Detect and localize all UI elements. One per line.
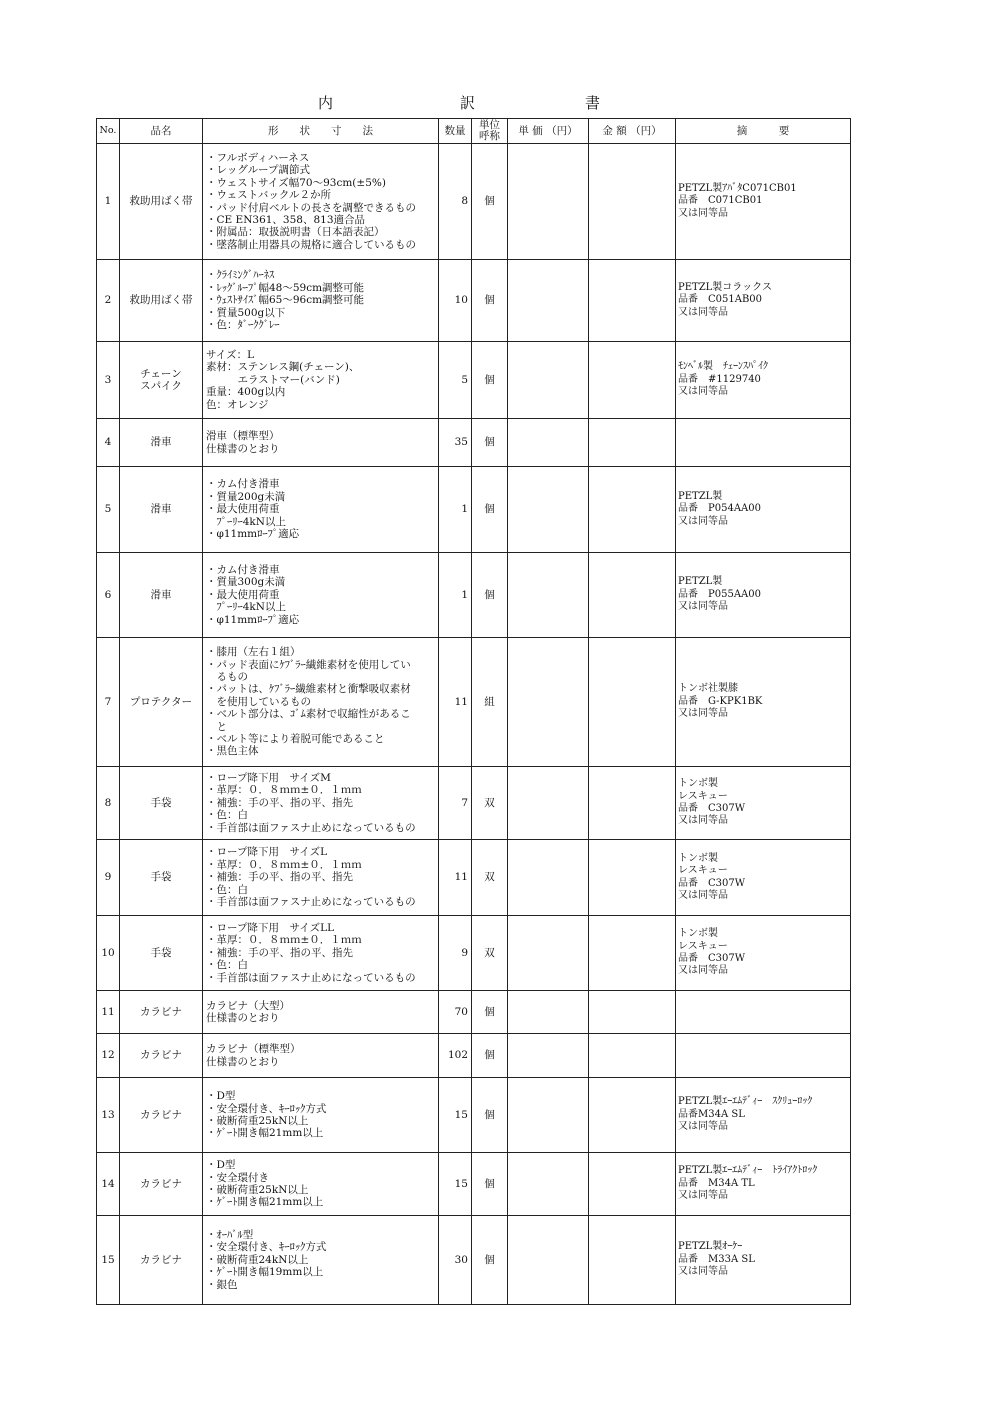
- cell-unit-price: [508, 419, 589, 467]
- cell-no: 7: [97, 638, 120, 767]
- cell-line: ・φ11mmﾛｰﾌﾟ適応: [206, 528, 300, 541]
- cell-line: カラビナ: [140, 1049, 182, 1062]
- cell-item-name: [120, 467, 203, 553]
- cell-line: ・色：ﾀﾞｰｸｸﾞﾚｰ: [206, 319, 280, 332]
- cell-line: ・補強：手の平、指の平、指先: [206, 946, 353, 959]
- header-unit-bottom: 呼称: [479, 130, 500, 142]
- cell-line: レスキュー: [678, 865, 728, 877]
- cell-line: ﾓﾝﾍﾞﾙ製 ﾁｪｰﾝｽﾊﾟｲｸ: [678, 361, 768, 373]
- cell-line: 又は同等品: [678, 515, 728, 527]
- cell-amount: [589, 467, 676, 553]
- cell-line: PETZL製コラックス: [678, 281, 772, 293]
- cell-remarks: [676, 144, 851, 260]
- cell-line: ・ウェストサイズ幅70～93cm(±5%): [206, 176, 386, 189]
- cell-line: カラビナ: [140, 1253, 182, 1266]
- cell-line: ・パッド付肩ベルトの長さを調整できるもの: [206, 201, 416, 214]
- cell-spec: [203, 419, 439, 467]
- cell-remarks: [676, 553, 851, 638]
- cell-line: 滑車（標準型）: [206, 430, 280, 443]
- cell-line: ・最大使用荷重: [206, 503, 280, 516]
- cell-no: 4: [97, 419, 120, 467]
- cell-amount: [589, 342, 676, 419]
- table-row: [97, 144, 851, 260]
- cell-line: 品番 G-KPK1BK: [678, 695, 763, 707]
- cell-unit: 双: [472, 767, 508, 840]
- header-unit-price: 単 価 （円）: [508, 119, 589, 144]
- title-char-3: 書: [585, 94, 601, 112]
- cell-unit: 組: [472, 638, 508, 767]
- cell-unit-price: [508, 1216, 589, 1305]
- header-remarks: 摘 要: [676, 119, 851, 144]
- cell-line: チェーン: [140, 367, 182, 380]
- cell-line: 仕様書のとおり: [206, 1055, 280, 1068]
- cell-spec: [203, 1078, 439, 1153]
- table-header-row: [97, 119, 851, 144]
- cell-line: ・破断荷重24kN以上: [206, 1253, 309, 1266]
- cell-line: 又は同等品: [678, 1121, 728, 1133]
- cell-unit: 個: [472, 467, 508, 553]
- cell-line: ・最大使用荷重: [206, 588, 280, 601]
- document-title: [0, 92, 1000, 114]
- cell-line: ・手首部は面ファスナ止めになっているもの: [206, 896, 416, 909]
- header-unit-top: 単位: [479, 119, 500, 131]
- table-row: [97, 1078, 851, 1153]
- cell-no: 3: [97, 342, 120, 419]
- cell-no: 13: [97, 1078, 120, 1153]
- cell-spec: [203, 467, 439, 553]
- cell-line: ・カム付き滑車: [206, 478, 280, 491]
- table-row: [97, 553, 851, 638]
- cell-line: ・ベルト等により着脱可能であること: [206, 733, 385, 746]
- cell-item-name: [120, 260, 203, 342]
- cell-line: ・フルボディハーネス: [206, 151, 310, 164]
- cell-line: 品番 P055AA00: [678, 588, 761, 600]
- cell-line: 手袋: [150, 946, 172, 959]
- cell-unit-price: [508, 840, 589, 916]
- title-char-1: 内: [318, 94, 334, 112]
- cell-unit: 個: [472, 1153, 508, 1216]
- cell-line: ・カム付き滑車: [206, 563, 280, 576]
- cell-spec: [203, 916, 439, 991]
- cell-spec: [203, 553, 439, 638]
- cell-line: 仕様書のとおり: [206, 442, 280, 455]
- cell-line: ・ｹﾞｰﾄ開き幅21mm以上: [206, 1196, 324, 1209]
- cell-qty: 1: [439, 467, 472, 553]
- header-unit: [472, 119, 508, 144]
- cell-unit-price: [508, 260, 589, 342]
- cell-item-name: [120, 1034, 203, 1078]
- table-row: [97, 419, 851, 467]
- cell-no: 15: [97, 1216, 120, 1305]
- cell-no: 5: [97, 467, 120, 553]
- cell-line: カラビナ（大型）: [206, 999, 290, 1012]
- cell-line: ・破断荷重25kN以上: [206, 1115, 309, 1127]
- cell-line: 品番 #1129740: [678, 373, 761, 385]
- cell-spec: [203, 260, 439, 342]
- cell-line: スパイク: [140, 380, 182, 392]
- cell-unit: 個: [472, 1034, 508, 1078]
- cell-line: ・ｸﾗｲﾐﾝｸﾞﾊｰﾈｽ: [206, 269, 275, 282]
- header-name: 品名: [120, 119, 203, 144]
- table-row: [97, 767, 851, 840]
- cell-unit-price: [508, 1153, 589, 1216]
- cell-line: カラビナ: [140, 1005, 182, 1018]
- cell-unit: 個: [472, 419, 508, 467]
- cell-unit: 個: [472, 1078, 508, 1153]
- cell-line: ・銀色: [206, 1278, 238, 1291]
- cell-line: ・ｹﾞｰﾄ開き幅19mm以上: [206, 1266, 324, 1279]
- cell-unit-price: [508, 767, 589, 840]
- cell-unit-price: [508, 1034, 589, 1078]
- cell-item-name: [120, 1153, 203, 1216]
- cell-spec: [203, 144, 439, 260]
- cell-qty: 9: [439, 916, 472, 991]
- cell-spec: [203, 342, 439, 419]
- cell-line: PETZL製: [678, 490, 723, 502]
- cell-remarks: [676, 638, 851, 767]
- cell-line: ・安全環付き、ｷｰﾛｯｸ方式: [206, 1102, 327, 1115]
- cell-amount: [589, 638, 676, 767]
- cell-remarks: [676, 767, 851, 840]
- cell-qty: 5: [439, 342, 472, 419]
- cell-remarks: [676, 840, 851, 916]
- cell-amount: [589, 1216, 676, 1305]
- cell-line: 品番 M33A SL: [678, 1253, 755, 1265]
- cell-remarks: [676, 467, 851, 553]
- cell-spec: [203, 1216, 439, 1305]
- cell-qty: 30: [439, 1216, 472, 1305]
- cell-line: トンボ製: [678, 928, 718, 940]
- cell-line: ・墜落制止用器具の規格に適合しているもの: [206, 238, 416, 251]
- cell-line: ・革厚：０．８ｍｍ±０．１ｍｍ: [206, 858, 362, 871]
- table-row: [97, 1153, 851, 1216]
- cell-spec: [203, 1153, 439, 1216]
- cell-line: プロテクター: [129, 695, 193, 708]
- cell-unit-price: [508, 916, 589, 991]
- cell-line: レスキュー: [678, 940, 728, 952]
- cell-line: ・D型: [206, 1090, 236, 1103]
- cell-line: レスキュー: [678, 790, 728, 802]
- cell-no: 9: [97, 840, 120, 916]
- cell-qty: 7: [439, 767, 472, 840]
- cell-no: 8: [97, 767, 120, 840]
- cell-line: PETZL製ｵｰｹｰ: [678, 1241, 743, 1253]
- cell-line: ・レッグループ調節式: [206, 164, 311, 177]
- cell-unit: 個: [472, 144, 508, 260]
- cell-amount: [589, 553, 676, 638]
- table-row: [97, 916, 851, 991]
- cell-line: 素材：ステンレス鋼(チェーン)、: [206, 361, 360, 374]
- cell-line: ・ｹﾞｰﾄ開き幅21mm以上: [206, 1127, 324, 1140]
- table-row: [97, 467, 851, 553]
- cell-item-name: [120, 991, 203, 1034]
- cell-item-name: [120, 1078, 203, 1153]
- cell-amount: [589, 260, 676, 342]
- cell-no: 6: [97, 553, 120, 638]
- cell-line: ・色：白: [206, 809, 248, 822]
- cell-no: 2: [97, 260, 120, 342]
- cell-line: と: [206, 720, 227, 733]
- cell-qty: 11: [439, 840, 472, 916]
- cell-no: 14: [97, 1153, 120, 1216]
- cell-line: 又は同等品: [678, 965, 728, 977]
- cell-line: ・革厚：０．８ｍｍ±０．１ｍｍ: [206, 784, 362, 797]
- cell-line: トンボ製: [678, 852, 718, 864]
- cell-no: 12: [97, 1034, 120, 1078]
- cell-no: 1: [97, 144, 120, 260]
- cell-line: PETZL製: [678, 576, 723, 588]
- cell-line: ・ウェストバックル２か所: [206, 189, 332, 202]
- cell-qty: 1: [439, 553, 472, 638]
- cell-line: るもの: [206, 670, 248, 683]
- cell-unit: 個: [472, 260, 508, 342]
- cell-line: 又は同等品: [678, 207, 728, 219]
- cell-line: ・ｵｰﾊﾞﾙ型: [206, 1228, 254, 1241]
- header-spec: 形 状 寸 法: [203, 119, 439, 144]
- cell-line: 滑車: [150, 436, 172, 449]
- cell-amount: [589, 144, 676, 260]
- cell-item-name: [120, 342, 203, 419]
- cell-line: ・D型: [206, 1159, 236, 1172]
- cell-remarks: [676, 342, 851, 419]
- cell-unit: 個: [472, 991, 508, 1034]
- cell-line: ・手首部は面ファスナ止めになっているもの: [206, 971, 416, 984]
- cell-line: ・ﾚｯｸﾞﾙｰﾌﾟ幅48～59cm調整可能: [206, 281, 365, 294]
- cell-spec: [203, 991, 439, 1034]
- cell-qty: 10: [439, 260, 472, 342]
- cell-no: 11: [97, 991, 120, 1034]
- cell-line: 又は同等品: [678, 386, 728, 398]
- cell-line: 品番 M34A TL: [678, 1177, 755, 1189]
- cell-line: ・革厚：０．８ｍｍ±０．１ｍｍ: [206, 934, 362, 947]
- cell-line: ・ロープ降下用 サイズLL: [206, 921, 335, 934]
- cell-spec: [203, 1034, 439, 1078]
- cell-unit: 双: [472, 916, 508, 991]
- cell-line: ・質量500g以下: [206, 306, 286, 319]
- cell-line: トンボ製: [678, 778, 718, 790]
- cell-line: ・安全環付き: [206, 1171, 269, 1184]
- cell-line: 又は同等品: [678, 1266, 728, 1278]
- cell-remarks: [676, 1078, 851, 1153]
- cell-line: ・φ11mmﾛｰﾌﾟ適応: [206, 613, 300, 626]
- cell-line: 品番 C307W: [678, 953, 746, 964]
- cell-line: ・ロープ降下用 サイズM: [206, 771, 331, 784]
- cell-line: ・補強：手の平、指の平、指先: [206, 796, 353, 809]
- header-no: No.: [97, 119, 120, 144]
- cell-line: ・補強：手の平、指の平、指先: [206, 871, 353, 884]
- cell-unit-price: [508, 991, 589, 1034]
- cell-remarks: [676, 1153, 851, 1216]
- cell-unit: 個: [472, 342, 508, 419]
- cell-item-name: [120, 1216, 203, 1305]
- cell-line: ・ベルト部分は、ｺﾞﾑ素材で収縮性があるこ: [206, 708, 411, 721]
- cell-line: ・ロープ降下用 サイズL: [206, 846, 328, 859]
- cell-qty: 15: [439, 1078, 472, 1153]
- cell-unit: 個: [472, 553, 508, 638]
- cell-spec: [203, 638, 439, 767]
- cell-item-name: [120, 144, 203, 260]
- cell-line: 品番M34A SL: [678, 1108, 745, 1120]
- table-row: [97, 260, 851, 342]
- cell-line: ﾌﾟｰﾘｰ4kN以上: [206, 601, 286, 614]
- cell-line: を使用しているもの: [206, 695, 311, 708]
- table-row: [97, 991, 851, 1034]
- cell-line: 手袋: [150, 871, 172, 884]
- cell-line: 重量：400g以内: [206, 386, 286, 399]
- cell-qty: 35: [439, 419, 472, 467]
- cell-qty: 15: [439, 1153, 472, 1216]
- cell-line: 品番 C307W: [678, 803, 746, 814]
- cell-line: 救助用ばく帯: [129, 294, 193, 307]
- cell-line: ・パッド表面にｹﾌﾞﾗｰ繊維素材を使用してい: [206, 658, 411, 671]
- cell-line: 品番 P054AA00: [678, 503, 761, 515]
- cell-amount: [589, 991, 676, 1034]
- cell-line: ・手首部は面ファスナ止めになっているもの: [206, 821, 416, 834]
- cell-line: 又は同等品: [678, 708, 728, 720]
- cell-line: 品番 C051AB00: [678, 294, 763, 306]
- cell-unit-price: [508, 144, 589, 260]
- cell-line: カラビナ: [140, 1177, 182, 1190]
- cell-line: 品番 C071CB01: [678, 195, 763, 207]
- cell-unit-price: [508, 467, 589, 553]
- cell-line: ・破断荷重25kN以上: [206, 1184, 309, 1196]
- table-row: [97, 840, 851, 916]
- breakdown-table: [96, 118, 851, 1305]
- cell-line: ・黒色主体: [206, 745, 259, 758]
- cell-amount: [589, 1034, 676, 1078]
- cell-amount: [589, 767, 676, 840]
- header-qty: 数量: [439, 119, 472, 144]
- cell-item-name: [120, 840, 203, 916]
- cell-line: ﾌﾟｰﾘｰ4kN以上: [206, 515, 286, 528]
- cell-line: PETZL製ｴｰｴﾑﾃﾞｨｰ ﾄﾗｲｱｸﾄﾛｯｸ: [678, 1165, 818, 1177]
- cell-line: ・パットは、ｹﾌﾞﾗｰ繊維素材と衝撃吸収素材: [206, 683, 411, 696]
- cell-qty: 70: [439, 991, 472, 1034]
- cell-remarks: [676, 1034, 851, 1078]
- cell-line: 又は同等品: [678, 306, 728, 318]
- cell-unit: 個: [472, 1216, 508, 1305]
- cell-qty: 102: [439, 1034, 472, 1078]
- cell-unit-price: [508, 553, 589, 638]
- cell-line: ・質量200g未満: [206, 490, 286, 503]
- cell-unit-price: [508, 638, 589, 767]
- cell-line: 又は同等品: [678, 815, 728, 827]
- cell-item-name: [120, 638, 203, 767]
- cell-amount: [589, 916, 676, 991]
- cell-qty: 8: [439, 144, 472, 260]
- cell-line: ・色：白: [206, 959, 248, 972]
- cell-qty: 11: [439, 638, 472, 767]
- cell-line: PETZL製ｴｰｴﾑﾃﾞｨｰ ｽｸﾘｭｰﾛｯｸ: [678, 1096, 813, 1108]
- cell-item-name: [120, 553, 203, 638]
- cell-line: ・安全環付き、ｷｰﾛｯｸ方式: [206, 1241, 327, 1254]
- table-row: [97, 638, 851, 767]
- cell-item-name: [120, 767, 203, 840]
- cell-line: 色：オレンジ: [206, 398, 269, 411]
- cell-line: ・膝用（左右１組）: [206, 646, 301, 659]
- cell-spec: [203, 767, 439, 840]
- cell-line: カラビナ（標準型）: [206, 1043, 301, 1056]
- cell-line: ・附属品：取扱説明書（日本語表記）: [206, 226, 385, 239]
- cell-item-name: [120, 419, 203, 467]
- cell-line: 滑車: [150, 503, 172, 516]
- title-char-2: 訳: [460, 94, 476, 112]
- cell-line: 救助用ばく帯: [129, 195, 193, 208]
- cell-remarks: [676, 916, 851, 991]
- cell-unit: 双: [472, 840, 508, 916]
- cell-unit-price: [508, 342, 589, 419]
- cell-line: ・CE EN361、358、813適合品: [206, 213, 366, 226]
- cell-line: 又は同等品: [678, 889, 728, 901]
- table-row: [97, 1216, 851, 1305]
- cell-line: サイズ：L: [206, 348, 255, 361]
- cell-line: カラビナ: [140, 1108, 182, 1121]
- cell-amount: [589, 840, 676, 916]
- cell-amount: [589, 419, 676, 467]
- cell-no: 10: [97, 916, 120, 991]
- cell-line: PETZL製ｱﾊﾞﾀC071CB01: [678, 182, 797, 194]
- cell-item-name: [120, 916, 203, 991]
- cell-spec: [203, 840, 439, 916]
- cell-line: ・ｳｪｽﾄｻｲｽﾞ幅65～96cm調整可能: [206, 294, 365, 307]
- cell-line: 品番 C307W: [678, 877, 746, 889]
- cell-line: 又は同等品: [678, 1190, 728, 1202]
- cell-line: トンボ社製膝: [678, 683, 738, 695]
- cell-remarks: [676, 260, 851, 342]
- table-row: [97, 1034, 851, 1078]
- header-amount: 金 額 （円）: [589, 119, 676, 144]
- cell-unit-price: [508, 1078, 589, 1153]
- cell-remarks: [676, 991, 851, 1034]
- cell-remarks: [676, 419, 851, 467]
- cell-remarks: [676, 1216, 851, 1305]
- table-row: [97, 342, 851, 419]
- cell-amount: [589, 1153, 676, 1216]
- cell-line: ・色：白: [206, 883, 248, 896]
- cell-line: 滑車: [150, 588, 172, 601]
- cell-line: 又は同等品: [678, 601, 728, 613]
- cell-line: ・質量300g未満: [206, 576, 286, 589]
- cell-line: 手袋: [150, 796, 172, 809]
- cell-amount: [589, 1078, 676, 1153]
- cell-line: 仕様書のとおり: [206, 1012, 280, 1024]
- cell-line: エラストマー(バンド): [206, 373, 340, 386]
